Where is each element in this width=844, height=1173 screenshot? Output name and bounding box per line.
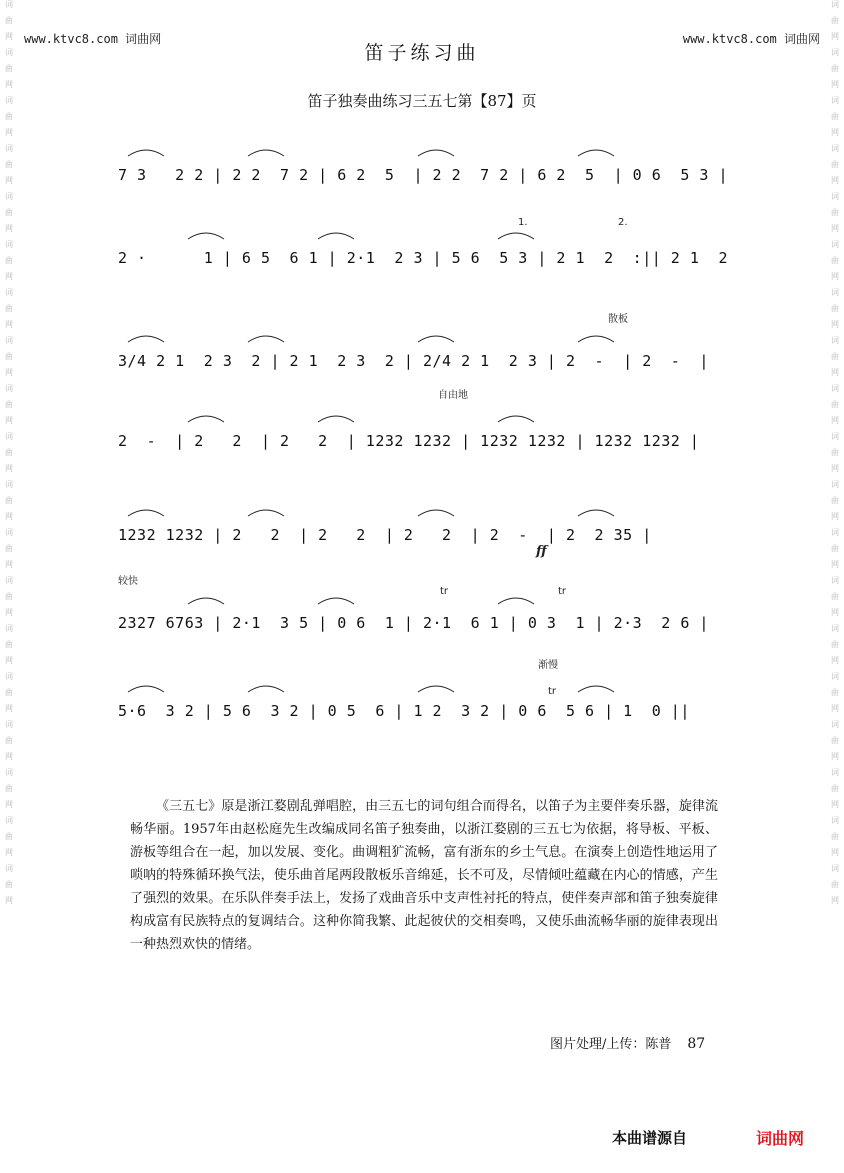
watermark-char: 词	[831, 768, 839, 777]
score-mark: tr	[558, 586, 567, 597]
slur-arc	[578, 336, 614, 342]
watermark-char: 曲	[5, 880, 13, 889]
watermark-char: 网	[831, 896, 839, 905]
watermark-char: 网	[5, 464, 13, 473]
watermark-char: 曲	[5, 832, 13, 841]
watermark-char: 网	[5, 32, 13, 41]
watermark-char: 曲	[831, 544, 839, 553]
watermark-char: 词	[831, 816, 839, 825]
watermark-char: 网	[5, 896, 13, 905]
description-paragraph: 《三五七》原是浙江婺剧乱弹唱腔，由三五七的词句组合而得名，以笛子为主要伴奏乐器，旋律流畅华丽。1957年由赵松庭先生改编成同名笛子独奏曲，以浙江婺剧的三五七为依据，将导板、平板、游板等组合在一起，加以发展、变化。曲调粗犷流畅，富有浙东的乡土气息。在演奏上创造性地运用了唢呐的特殊循环换气法，使乐曲首尾两段散板乐音绵延，长不可及，尽情倾吐蕴藏在内心的情感，产生了强烈的效果。在乐队伴奏手法上，发扬了戏曲音乐中支声性衬托的特点，使伴奏声部和笛子独奏旋律构成富有民族特点的复调结合。这种你简我繁、此起彼伏的交相奏鸣，又使乐曲流畅华丽的旋律表现出一种热烈欢快的情绪。	[130, 799, 718, 952]
score-line	[118, 215, 728, 275]
credit-text: 图片处理/上传：陈普	[550, 1037, 672, 1052]
watermark-char: 网	[831, 272, 839, 281]
page-number: 87	[687, 1036, 706, 1052]
watermark-char: 词	[831, 240, 839, 249]
watermark-char: 曲	[831, 448, 839, 457]
watermark-char: 网	[5, 800, 13, 809]
watermark-char: 词	[5, 96, 13, 105]
score-line	[118, 314, 728, 378]
watermark-char: 网	[5, 176, 13, 185]
watermark-char: 词	[831, 96, 839, 105]
watermark-char: 曲	[831, 64, 839, 73]
watermark-char: 曲	[831, 160, 839, 169]
score-mark: 1.	[518, 217, 528, 228]
slur-arc	[188, 598, 224, 604]
slur-arc	[318, 598, 354, 604]
watermark-char: 网	[5, 128, 13, 137]
watermark-char: 词	[5, 624, 13, 633]
watermark-char: 词	[5, 768, 13, 777]
notation-text: 1232 1232 | 2 2 | 2 2 | 2 2 | 2 - | 2 2 35 |	[118, 526, 652, 544]
watermark-char: 网	[5, 80, 13, 89]
watermark-char: 曲	[5, 64, 13, 73]
slur-arc	[418, 510, 454, 516]
watermark-char: 词	[5, 48, 13, 57]
slur-arc	[248, 150, 284, 156]
watermark-char: 词	[5, 864, 13, 873]
watermark-char: 词	[831, 384, 839, 393]
watermark-char: 词	[831, 288, 839, 297]
watermark-char: 曲	[831, 304, 839, 313]
watermark-char: 词	[5, 816, 13, 825]
source-label: 本曲谱源自	[612, 1129, 688, 1147]
slur-arc	[418, 686, 454, 692]
watermark-char: 曲	[5, 496, 13, 505]
watermark-char: 词	[5, 192, 13, 201]
watermark-char: 网	[831, 416, 839, 425]
watermark-char: 网	[831, 656, 839, 665]
score-line	[118, 660, 728, 728]
watermark-char: 词	[831, 192, 839, 201]
watermark-char: 曲	[5, 112, 13, 121]
watermark-char: 网	[5, 512, 13, 521]
slur-arc	[418, 150, 454, 156]
subtitle: 笛子独奏曲练习三五七第【87】页	[307, 92, 537, 110]
watermark-char: 词	[831, 720, 839, 729]
score-line	[118, 492, 728, 559]
score-mark: 较快	[118, 576, 138, 587]
watermark-char: 曲	[5, 352, 13, 361]
watermark-char: 网	[5, 416, 13, 425]
watermark-char: 网	[831, 560, 839, 569]
slur-arc	[188, 416, 224, 422]
score-mark: 渐慢	[538, 660, 558, 671]
watermark-char: 网	[831, 848, 839, 857]
watermark-char: 词	[831, 480, 839, 489]
watermark-char: 曲	[831, 880, 839, 889]
score-mark: tr	[548, 686, 557, 697]
score-mark: ff	[536, 544, 547, 559]
watermark-char: 曲	[5, 256, 13, 265]
watermark-url-right: www.ktvc8.com 词曲网	[682, 32, 820, 46]
slur-arc	[128, 150, 164, 156]
watermark-char: 网	[5, 608, 13, 617]
watermark-char: 网	[5, 320, 13, 329]
watermark-char: 网	[831, 32, 839, 41]
slur-arc	[248, 686, 284, 692]
watermark-char: 网	[5, 704, 13, 713]
watermark-char: 词	[831, 864, 839, 873]
slur-arc	[498, 416, 534, 422]
watermark-char: 曲	[831, 640, 839, 649]
watermark-char: 词	[831, 0, 839, 9]
score-line	[118, 132, 728, 192]
watermark-char: 曲	[5, 688, 13, 697]
watermark-char: 词	[5, 528, 13, 537]
watermark-char: 网	[831, 320, 839, 329]
watermark-char: 曲	[831, 784, 839, 793]
watermark-char: 词	[831, 432, 839, 441]
watermark-char: 词	[5, 480, 13, 489]
watermark-char: 曲	[831, 592, 839, 601]
watermark-char: 词	[5, 672, 13, 681]
upload-credit	[550, 1033, 705, 1052]
slur-arc	[128, 510, 164, 516]
watermark-char: 词	[831, 48, 839, 57]
watermark-char: 网	[5, 752, 13, 761]
watermark-char: 词	[831, 576, 839, 585]
score-mark: 2.	[618, 217, 628, 228]
slur-arc	[318, 416, 354, 422]
watermark-char: 网	[5, 272, 13, 281]
notation-text: 3/4 2 1 2 3 2 | 2 1 2 3 2 | 2/4 2 1 2 3 | 2 - | 2 - |	[118, 352, 709, 370]
watermark-char: 曲	[5, 400, 13, 409]
watermark-char: 词	[831, 528, 839, 537]
notation-text: 7 3 2 2 | 2 2 7 2 | 6 2 5 | 2 2 7 2 | 6 2 5 | 0 6 5 3 |	[118, 166, 728, 184]
slur-arc	[578, 150, 614, 156]
watermark-url-left: www.ktvc8.com 词曲网	[24, 32, 162, 46]
watermark-char: 词	[5, 0, 13, 9]
watermark-char: 网	[831, 608, 839, 617]
watermark-char: 曲	[831, 832, 839, 841]
score-line	[118, 576, 728, 640]
watermark-char: 曲	[5, 448, 13, 457]
watermark-char: 曲	[831, 688, 839, 697]
watermark-char: 网	[831, 176, 839, 185]
watermark-char: 词	[5, 720, 13, 729]
watermark-char: 词	[5, 240, 13, 249]
watermark-char: 网	[831, 512, 839, 521]
slur-arc	[128, 336, 164, 342]
watermark-char: 曲	[5, 16, 13, 25]
watermark-char: 网	[831, 704, 839, 713]
score-line	[118, 390, 728, 458]
watermark-char: 词	[5, 336, 13, 345]
watermark-char: 网	[831, 752, 839, 761]
watermark-char: 网	[5, 368, 13, 377]
score-mark: 自由地	[438, 390, 468, 401]
watermark-char: 曲	[831, 112, 839, 121]
right-watermark-strip	[828, 0, 842, 1173]
watermark-char: 词	[5, 288, 13, 297]
slur-arc	[578, 686, 614, 692]
watermark-char: 曲	[5, 592, 13, 601]
slur-arc	[578, 510, 614, 516]
page-title: 笛子练习曲	[364, 42, 480, 64]
watermark-char: 词	[831, 336, 839, 345]
notation-text: 2 - | 2 2 | 2 2 | 1232 1232 | 1232 1232 | 1232 1232 |	[118, 432, 700, 450]
watermark-char: 网	[831, 224, 839, 233]
slur-arc	[318, 233, 354, 239]
watermark-char: 曲	[5, 784, 13, 793]
watermark-char: 曲	[5, 304, 13, 313]
watermark-char: 网	[831, 80, 839, 89]
watermark-char: 曲	[5, 736, 13, 745]
notation-text: 2327 6763 | 2·1 3 5 | 0 6 1 | 2·1 6 1 | 0 3 1 | 2·3 2 6 |	[118, 614, 709, 632]
watermark-char: 网	[831, 128, 839, 137]
watermark-char: 网	[831, 368, 839, 377]
watermark-char: 网	[5, 560, 13, 569]
slur-arc	[248, 336, 284, 342]
slur-arc	[418, 336, 454, 342]
watermark-char: 曲	[831, 736, 839, 745]
watermark-char: 网	[831, 464, 839, 473]
watermark-char: 曲	[5, 208, 13, 217]
notation-text: 5·6 3 2 | 5 6 3 2 | 0 5 6 | 1 2 3 2 | 0 6 5 6 | 1 0 ||	[118, 702, 690, 720]
watermark-char: 曲	[831, 496, 839, 505]
watermark-char: 曲	[5, 160, 13, 169]
watermark-char: 网	[831, 800, 839, 809]
watermark-char: 曲	[831, 352, 839, 361]
watermark-char: 词	[5, 384, 13, 393]
watermark-char: 网	[5, 656, 13, 665]
slur-arc	[498, 233, 534, 239]
watermark-char: 曲	[5, 640, 13, 649]
watermark-char: 词	[831, 144, 839, 153]
score-mark: tr	[440, 586, 449, 597]
watermark-char: 网	[5, 848, 13, 857]
score-mark: 散板	[608, 314, 628, 325]
watermark-char: 曲	[831, 400, 839, 409]
watermark-char: 词	[5, 432, 13, 441]
slur-arc	[498, 598, 534, 604]
site-logo[interactable]: 词曲网	[756, 1129, 805, 1148]
watermark-char: 词	[831, 672, 839, 681]
watermark-char: 词	[831, 624, 839, 633]
notation-text: 2 · 1 | 6 5 6 1 | 2·1 2 3 | 5 6 5 3 | 2 1 2 :|| 2 1 2	[118, 249, 728, 267]
watermark-char: 词	[5, 576, 13, 585]
slur-arc	[248, 510, 284, 516]
watermark-char: 曲	[831, 256, 839, 265]
watermark-char: 曲	[5, 544, 13, 553]
watermark-char: 网	[5, 224, 13, 233]
watermark-char: 词	[5, 144, 13, 153]
left-watermark-strip	[2, 0, 16, 1173]
watermark-char: 曲	[831, 16, 839, 25]
slur-arc	[188, 233, 224, 239]
slur-arc	[128, 686, 164, 692]
watermark-char: 曲	[831, 208, 839, 217]
